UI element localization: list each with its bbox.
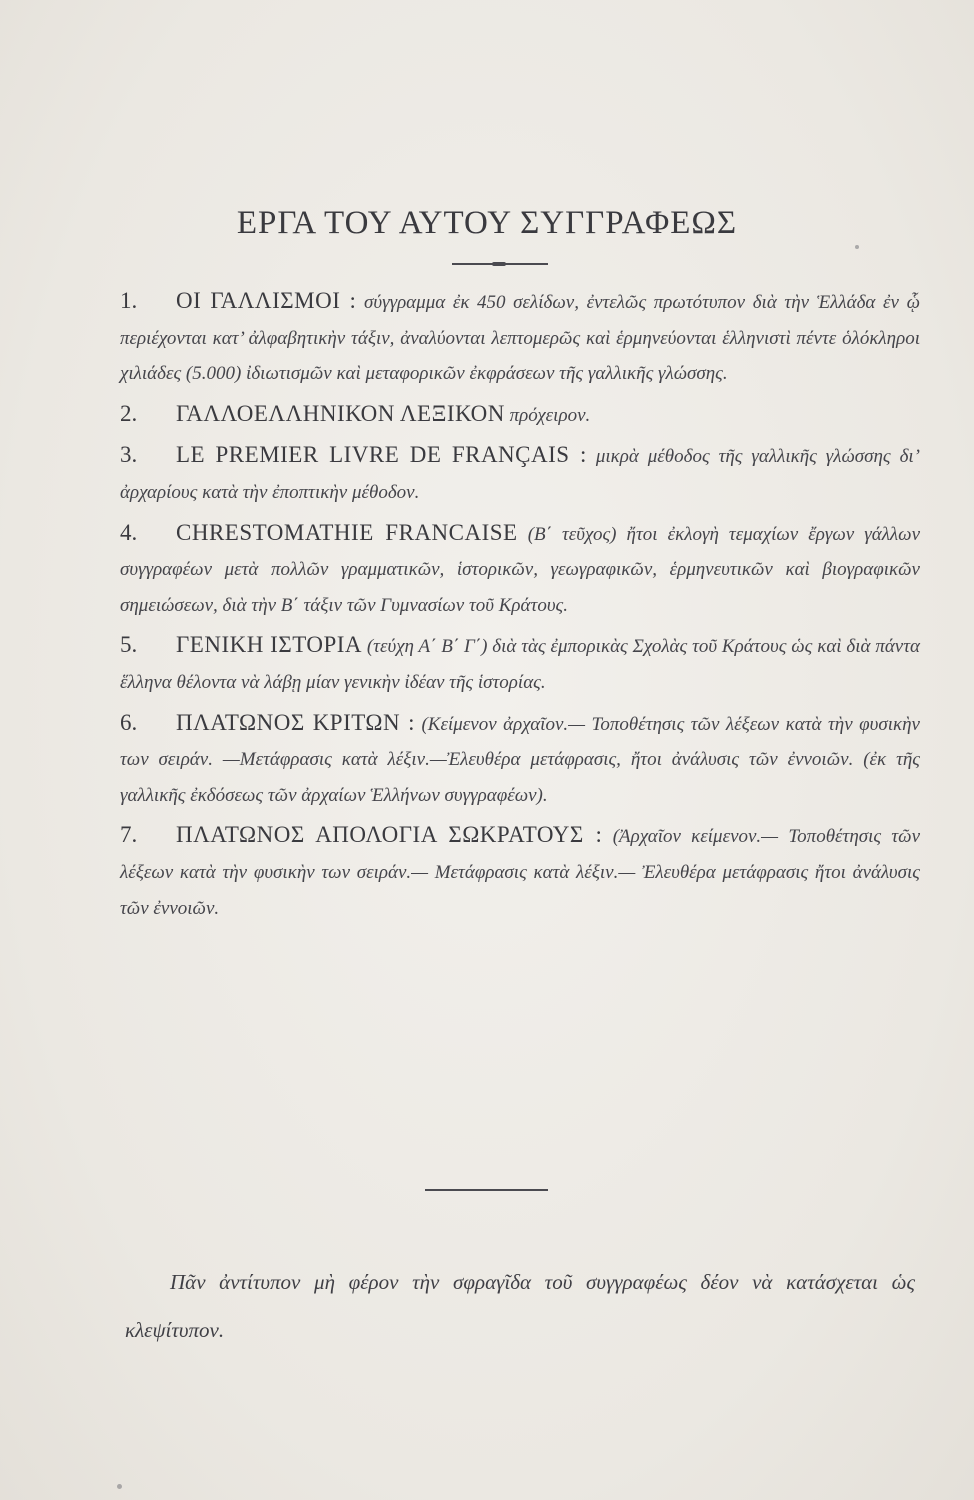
work-entry-3 bbox=[120, 437, 920, 510]
entry-text: σύγγραμμα ἐκ 450 σελίδων, ἐντελῶς πρωτότυπον διὰ τὴν Ἑλλάδα ἐν ᾧ περιέχονται κατ’ ἀλφαβητικὴν τάξιν, ἀναλύονται λεπτομερῶς καὶ ἑρμηνεύονται ἑλληνιστὶ πέντε ὁλόκληροι χιλιάδες (5.000) ἰδιωτισμῶν καὶ μεταφορικῶν ἐκφράσεων τῆς γαλλικῆς γλώσσης. bbox=[120, 292, 920, 385]
work-entry-4 bbox=[120, 515, 920, 624]
work-entry-1 bbox=[120, 283, 920, 392]
entry-text: (Β΄ τεῦχος) ἤτοι ἐκλογὴ τεμαχίων ἔργων γάλλων συγγραφέων μετὰ πολλῶν γραμματικῶν, ἱστορικῶν, γεωγραφικῶν, ἑρμηνευτικῶν καὶ βιογραφικῶν σημειώσεων, διὰ τὴν Β΄ τάξιν τῶν Γυμνασίων τοῦ Κράτους. bbox=[120, 523, 921, 616]
entry-number: 7. bbox=[120, 822, 138, 848]
entry-heading: LE PREMIER LIVRE DE FRANÇAIS : bbox=[176, 442, 587, 468]
notice-text: Πᾶν ἀντίτυπον μὴ φέρον τὴν σφραγῖδα τοῦ συγγραφέως δέον νὰ κατάσχεται ὡς κλεψίτυπον. bbox=[125, 1270, 915, 1342]
entry-heading: ΓΕΝΙΚΗ ΙΣΤΟΡΙΑ bbox=[176, 632, 363, 658]
paper-speck bbox=[117, 1484, 122, 1489]
entry-number: 5. bbox=[120, 632, 138, 658]
entry-number: 4. bbox=[120, 519, 138, 545]
entry-number: 3. bbox=[120, 442, 138, 468]
copyright-notice bbox=[125, 1258, 915, 1354]
entry-text: μικρὰ μέθοδος τῆς γαλλικῆς γλώσσης δι’ ἀρχαρίους κατὰ τὴν ἐποπτικὴν μέθοδον. bbox=[120, 446, 921, 503]
title-ornament-rule bbox=[452, 263, 548, 265]
entry-number: 2. bbox=[120, 400, 138, 426]
entry-heading: ΓΑΛΛΟΕΛΛΗΝΙΚΟΝ ΛΕΞΙΚΟΝ bbox=[176, 400, 505, 426]
work-entry-6 bbox=[120, 705, 920, 814]
entry-heading: ΠΛΑΤΩΝΟΣ ΚΡΙΤΩΝ : bbox=[176, 709, 415, 735]
entry-text: πρόχειρον. bbox=[509, 404, 591, 426]
work-entry-7 bbox=[120, 817, 920, 926]
work-entry-2 bbox=[120, 396, 920, 434]
entry-number: 6. bbox=[120, 709, 138, 735]
entry-text: (τεύχη Α΄ Β΄ Γ΄) διὰ τὰς ἐμπορικὰς Σχολὰς τοῦ Κράτους ὡς καὶ διὰ πάντα ἕλληνα θέλοντα νὰ λάβῃ μίαν γενικὴν ἰδέαν τῆς ἱστορίας. bbox=[120, 636, 921, 693]
entry-heading: ΠΛΑΤΩΝΟΣ ΑΠΟΛΟΓΙΑ ΣΩΚΡΑΤΟΥΣ : bbox=[176, 822, 603, 848]
entry-heading: ΟΙ ΓΑΛΛΙΣΜΟΙ : bbox=[176, 288, 357, 313]
section-divider bbox=[425, 1189, 548, 1191]
page-title: ΕΡΓΑ ΤΟΥ ΑΥΤΟΥ ΣΥΓΓΡΑΦΕΩΣ bbox=[236, 205, 738, 241]
entry-text: (Κείμενον ἀρχαῖον.— Τοποθέτησις τῶν λέξεων κατὰ τὴν φυσικὴν των σειράν. —Μετάφρασις κατὰ λέξιν.—Ἐλευθέρα μετάφρασις, ἤτοι ἀνάλυσις τῶν ἐννοιῶν. (ἐκ τῆς γαλλικῆς ἐκδόσεως τῶν ἀρχαίων Ἑλλήνων συγγραφέων). bbox=[120, 713, 920, 806]
entry-number: 1. bbox=[120, 288, 138, 313]
work-entry-5 bbox=[120, 627, 920, 700]
entry-heading: CHRESTOMATHIE FRANCAISE bbox=[176, 519, 518, 545]
entry-text: (Ἀρχαῖον κείμενον.— Τοποθέτησις τῶν λέξεων κατὰ τὴν φυσικὴν των σειράν.— Μετάφρασις κατὰ λέξιν.— Ἐλευθέρα μετάφρασις ἤτοι ἀνάλυσις τῶν ἐννοιῶν. bbox=[120, 826, 921, 919]
paper-speck bbox=[855, 245, 859, 249]
works-list bbox=[120, 283, 920, 930]
